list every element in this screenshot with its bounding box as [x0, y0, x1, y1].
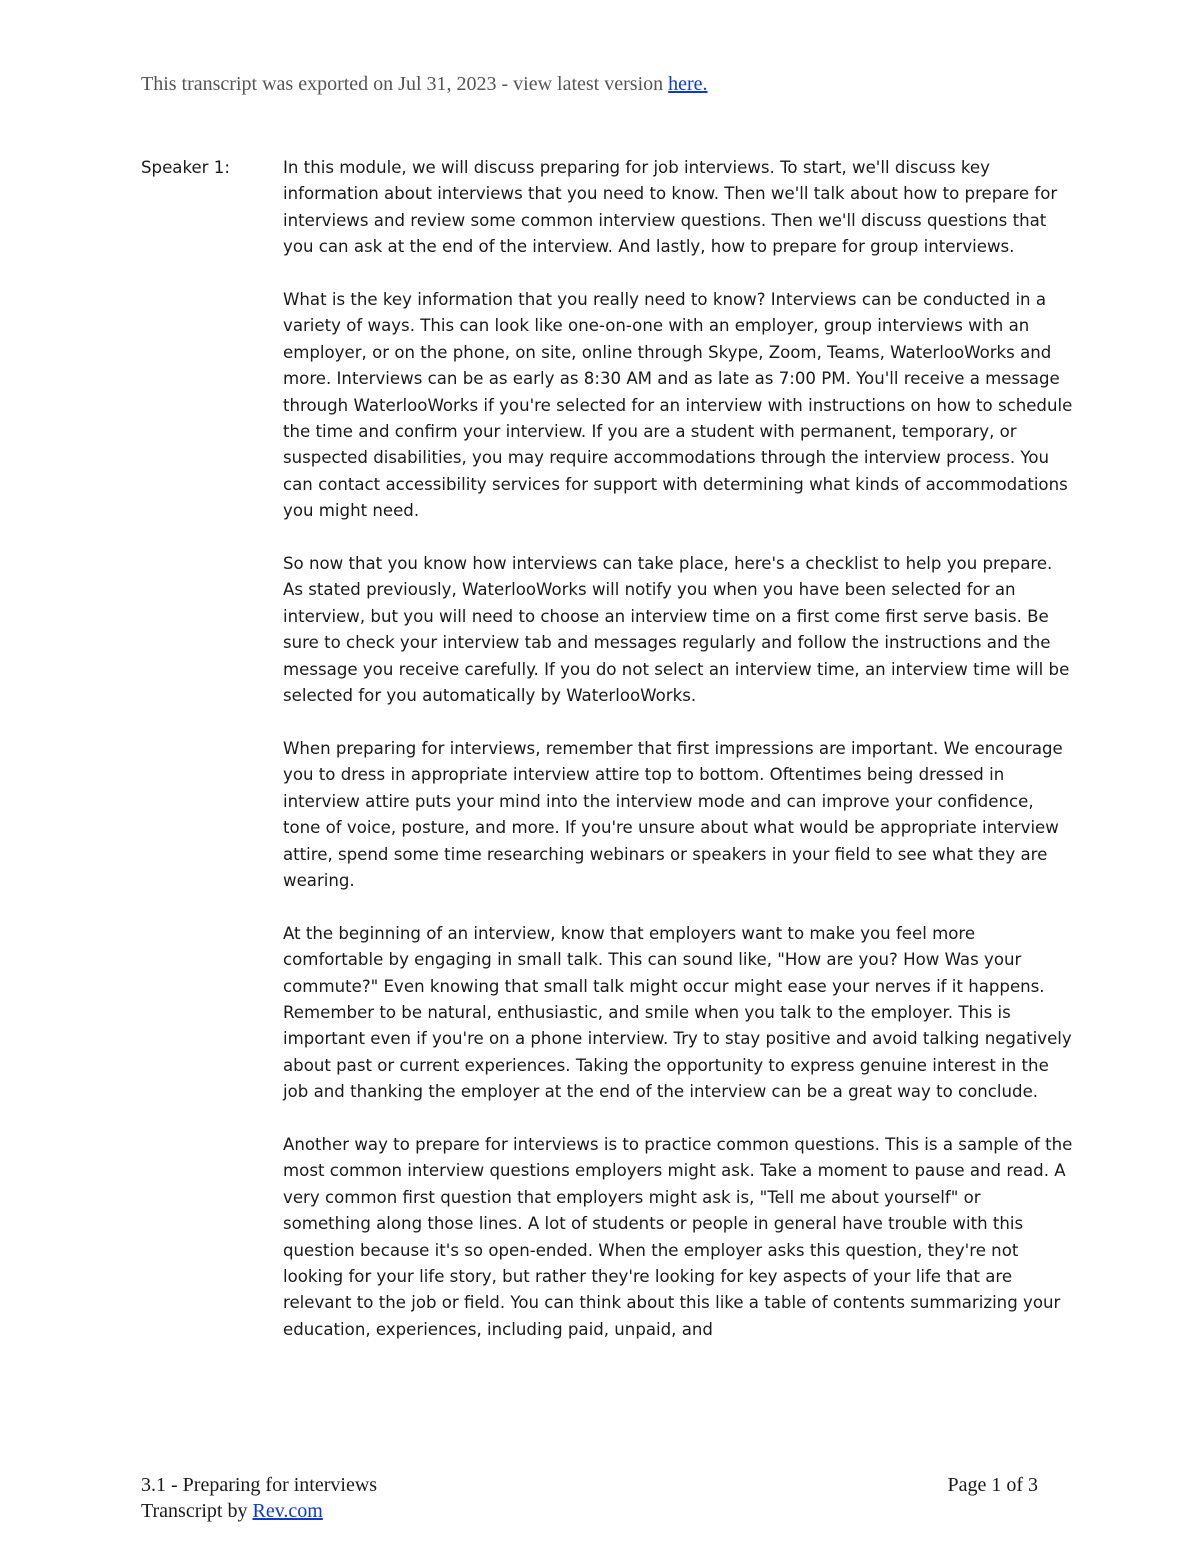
transcript-paragraph: What is the key information that you really need to know? Interviews can be conducted in a variety of ways. This can look like one-on-one with an employer, group interviews with an employer, or on the phone, on site, online through Skype, Zoom, Teams, WaterlooWorks and more. Interviews can be as early as 8:30 AM and as late as 7:00 PM. You'll receive a message through WaterlooWorks if you're selected for an interview with instructions on how to schedule the time and confirm your interview. If you are a student with permanent, temporary, or suspected disabilities, you may require accommodations through the interview process. You can contact accessibility services for support with determining what kinds of accommodations you might need. [283, 290, 1073, 521]
transcript-paragraph: Another way to prepare for interviews is to practice common questions. This is a sample of the most common interview questions employers might ask. Take a moment to pause and read. A very common first question that employers might ask is, "Tell me about yourself" or something along those lines. A lot of students or people in general have trouble with this question because it's so open-ended. When the employer asks this question, they're not looking for your life story, but rather they're looking for key aspects of your life that are relevant to the job or field. You can think about this like a table of contents summarizing your education, experiences, including paid, unpaid, and [283, 1134, 1073, 1339]
latest-version-link[interactable]: here. [668, 73, 708, 95]
credit-prefix: Transcript by [141, 1500, 248, 1522]
transcript-paragraph: When preparing for interviews, remember that first impressions are important. We encourage you to dress in appropriate interview attire top to bottom. Oftentimes being dressed in interview attire puts your mind into the interview mode and can improve your confidence, tone of voice, posture, and more. If you're unsure about what would be appropriate interview attire, spend some time researching webinars or speakers in your field to see what they are wearing. [283, 738, 1063, 890]
rev-link[interactable]: Rev.com [252, 1500, 323, 1522]
export-notice-text: This transcript was exported on Jul 31, 2023 - view latest version [141, 73, 664, 95]
transcript-paragraph: So now that you know how interviews can take place, here's a checklist to help you prepare. As stated previously, WaterlooWorks will notify you when you have been selected for an interview, but you will need to choose an interview time on a first come first serve basis. Be sure to check your interview tab and messages regularly and follow the instructions and the message you receive carefully. If you do not select an interview time, an interview time will be selected for you automatically by WaterlooWorks. [283, 554, 1070, 706]
transcript-paragraph: At the beginning of an interview, know that employers want to make you feel more comfortable by engaging in small talk. This can sound like, "How are you? How Was your commute?" Even knowing that small talk might occur might ease your nerves if it happens. Remember to be natural, enthusiastic, and smile when you talk to the employer. This is important even if you're on a phone interview. Try to stay positive and avoid talking negatively about past or current experiences. Taking the opportunity to express genuine interest in the job and thanking the employer at the end of the interview can be a great way to conclude. [283, 923, 1072, 1102]
export-notice [141, 73, 708, 96]
footer-info [141, 1472, 377, 1524]
transcript-paragraph: In this module, we will discuss preparing for job interviews. To start, we'll discuss key information about interviews that you need to know. Then we'll talk about how to prepare for interviews and review some common interview questions. Then we'll discuss questions that you can ask at the end of the interview. And lastly, how to prepare for group interviews. [283, 158, 1058, 257]
transcript-body [283, 155, 1073, 1370]
document-title: 3.1 - Preparing for interviews [141, 1474, 378, 1496]
transcript-credit [141, 1498, 377, 1524]
speaker-label: Speaker 1: [141, 158, 230, 177]
page-indicator: Page 1 of 3 [947, 1474, 1038, 1496]
